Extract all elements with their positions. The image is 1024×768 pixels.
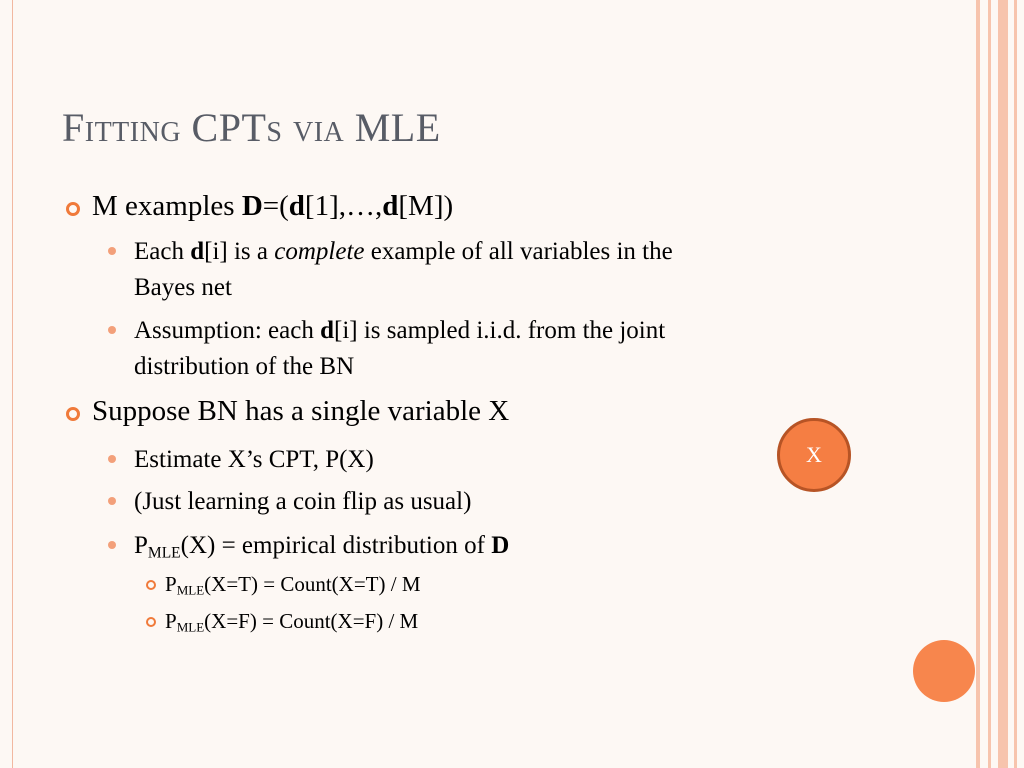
bold-d: d — [288, 190, 305, 222]
bullet-text: Suppose BN has a single variable X — [92, 395, 510, 427]
left-border-line — [12, 0, 13, 768]
bullet-text: P — [134, 532, 148, 559]
variable-node-x — [777, 418, 851, 492]
ring-bullet-icon — [146, 580, 156, 590]
subscript-mle: MLE — [147, 544, 181, 562]
bullet-text: (Just learning a coin flip as usual) — [134, 488, 472, 515]
decorative-circle — [913, 640, 975, 702]
bullet-text: Assumption: each — [134, 317, 321, 344]
dot-bullet-icon — [108, 455, 116, 463]
bullet-text: (X) = empirical distribution of — [180, 532, 492, 559]
bullet-text: Estimate X’s CPT, P(X) — [134, 446, 374, 473]
stripe — [998, 0, 1008, 768]
bullet-level2 — [134, 442, 374, 478]
stripe — [988, 0, 991, 768]
stripe — [1014, 0, 1017, 768]
subscript-mle: MLE — [176, 619, 205, 635]
bullet-level2 — [134, 313, 665, 385]
slide-title: Fitting CPTs via MLE — [62, 105, 441, 150]
ring-bullet-icon — [66, 202, 80, 216]
dot-bullet-icon — [108, 541, 116, 549]
bullet-text: =( — [262, 190, 289, 222]
bullet-text: Each — [134, 238, 191, 265]
bullet-level3 — [165, 572, 421, 599]
bullet-level1 — [92, 190, 453, 223]
bullet-level3 — [165, 609, 418, 636]
bullet-level1 — [92, 395, 509, 428]
italic-complete: complete — [274, 238, 365, 265]
bullet-level2 — [134, 484, 471, 520]
bullet-text: P — [165, 572, 177, 596]
bullet-level2 — [134, 234, 673, 306]
bold-d: d — [320, 317, 334, 344]
bullet-text: [i] is a — [204, 238, 275, 265]
bullet-text: (X=T) = Count(X=T) / M — [204, 572, 421, 596]
subscript-mle: MLE — [176, 582, 205, 598]
dot-bullet-icon — [108, 326, 116, 334]
bold-D: D — [241, 190, 263, 222]
bullet-text: P — [165, 609, 177, 633]
dot-bullet-icon — [108, 497, 116, 505]
bullet-text-line2: Bayes net — [134, 274, 232, 301]
bullet-text: [i] is sampled i.i.d. from the joint — [334, 317, 666, 344]
node-label: X — [806, 442, 822, 467]
ring-bullet-icon — [146, 617, 156, 627]
bold-d: d — [190, 238, 205, 265]
bullet-text: [1],…, — [304, 190, 383, 222]
bullet-level2 — [134, 528, 509, 571]
bold-d: d — [382, 190, 399, 222]
dot-bullet-icon — [108, 247, 116, 255]
bullet-text: (X=F) = Count(X=F) / M — [204, 609, 419, 633]
ring-bullet-icon — [66, 407, 80, 421]
bullet-text: example of all variables in the — [364, 238, 673, 265]
bullet-text: M examples — [92, 190, 242, 222]
bullet-text: [M]) — [398, 190, 454, 222]
stripe — [976, 0, 980, 768]
bullet-text-line2: distribution of the BN — [134, 353, 355, 380]
bold-D: D — [491, 532, 510, 559]
right-decorative-stripes — [976, 0, 1024, 768]
